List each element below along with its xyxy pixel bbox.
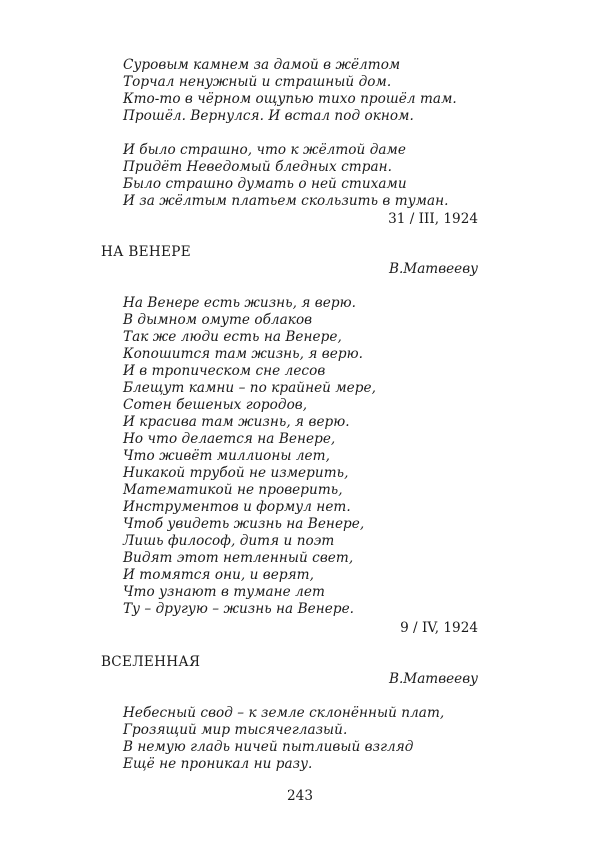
poem-line: На Венере есть жизнь, я верю. <box>123 295 356 311</box>
poem-line: Торчал ненужный и страшный дом. <box>123 74 392 90</box>
poem3-title: ВСЕЛЕННАЯ <box>101 654 201 670</box>
poem-line: Так же люди есть на Венере, <box>123 329 342 345</box>
poem2-date: 9 / IV, 1924 <box>400 620 478 636</box>
poem-line: Было страшно думать о ней стихами <box>123 176 407 192</box>
poem-line: Копошится там жизнь, я верю. <box>123 346 363 362</box>
poem-line: Кто-то в чёрном ощупью тихо прошёл там. <box>123 91 457 107</box>
poem-line: Инструментов и формул нет. <box>123 499 351 515</box>
poem-line: Но что делается на Венере, <box>123 431 336 447</box>
poem-line: Придёт Неведомый бледных стран. <box>123 159 393 175</box>
poem-line: Что живёт миллионы лет, <box>123 448 330 464</box>
poem-line: Никакой трубой не измерить, <box>123 465 349 481</box>
poem-line: В дымном омуте облаков <box>123 312 313 328</box>
poem-line: Лишь философ, дитя и поэт <box>123 533 335 549</box>
poem2-dedication: В.Матвееву <box>388 261 478 277</box>
poem-line: И было страшно, что к жёлтой даме <box>123 142 406 158</box>
poem1-stanza1 <box>123 57 457 125</box>
poem-line: Сотен бешеных городов, <box>123 397 308 413</box>
poem3-dedication: В.Матвееву <box>388 671 478 687</box>
poem-line: Прошёл. Вернулся. И встал под окном. <box>123 108 414 124</box>
poem-line: Суровым камнем за дамой в жёлтом <box>123 57 401 73</box>
poem-line: Математикой не проверить, <box>123 482 343 498</box>
poem-line: Чтоб увидеть жизнь на Венере, <box>123 516 365 532</box>
poem-line: В немую гладь ничей пытливый взгляд <box>123 739 414 755</box>
poem-line: Ещё не проникал ни разу. <box>123 756 313 772</box>
poem-line: Ту – другую – жизнь на Венере. <box>123 601 355 617</box>
poem-line: Грозящий мир тысячеглазый. <box>123 722 348 738</box>
poem-line: Видят этот нетленный свет, <box>123 550 354 566</box>
poem1-stanza2 <box>123 142 448 210</box>
poem-line: И красива там жизнь, я верю. <box>123 414 350 430</box>
poem-line: И томятся они, и верят, <box>123 567 314 583</box>
poem-line: Блещут камни – по крайней мере, <box>123 380 376 396</box>
poem2-title: НА ВЕНЕРЕ <box>101 244 191 260</box>
poem3-body <box>123 705 444 773</box>
poem-line: И в тропическом сне лесов <box>123 363 326 379</box>
poem-line: И за жёлтым платьем скользить в туман. <box>123 193 449 209</box>
poem-line: Что узнают в тумане лет <box>123 584 325 600</box>
page-number: 243 <box>287 788 313 804</box>
poem2-body <box>123 295 376 618</box>
poem1-date: 31 / III, 1924 <box>388 211 478 227</box>
poem-line: Небесный свод – к земле склонённый плат, <box>123 705 445 721</box>
